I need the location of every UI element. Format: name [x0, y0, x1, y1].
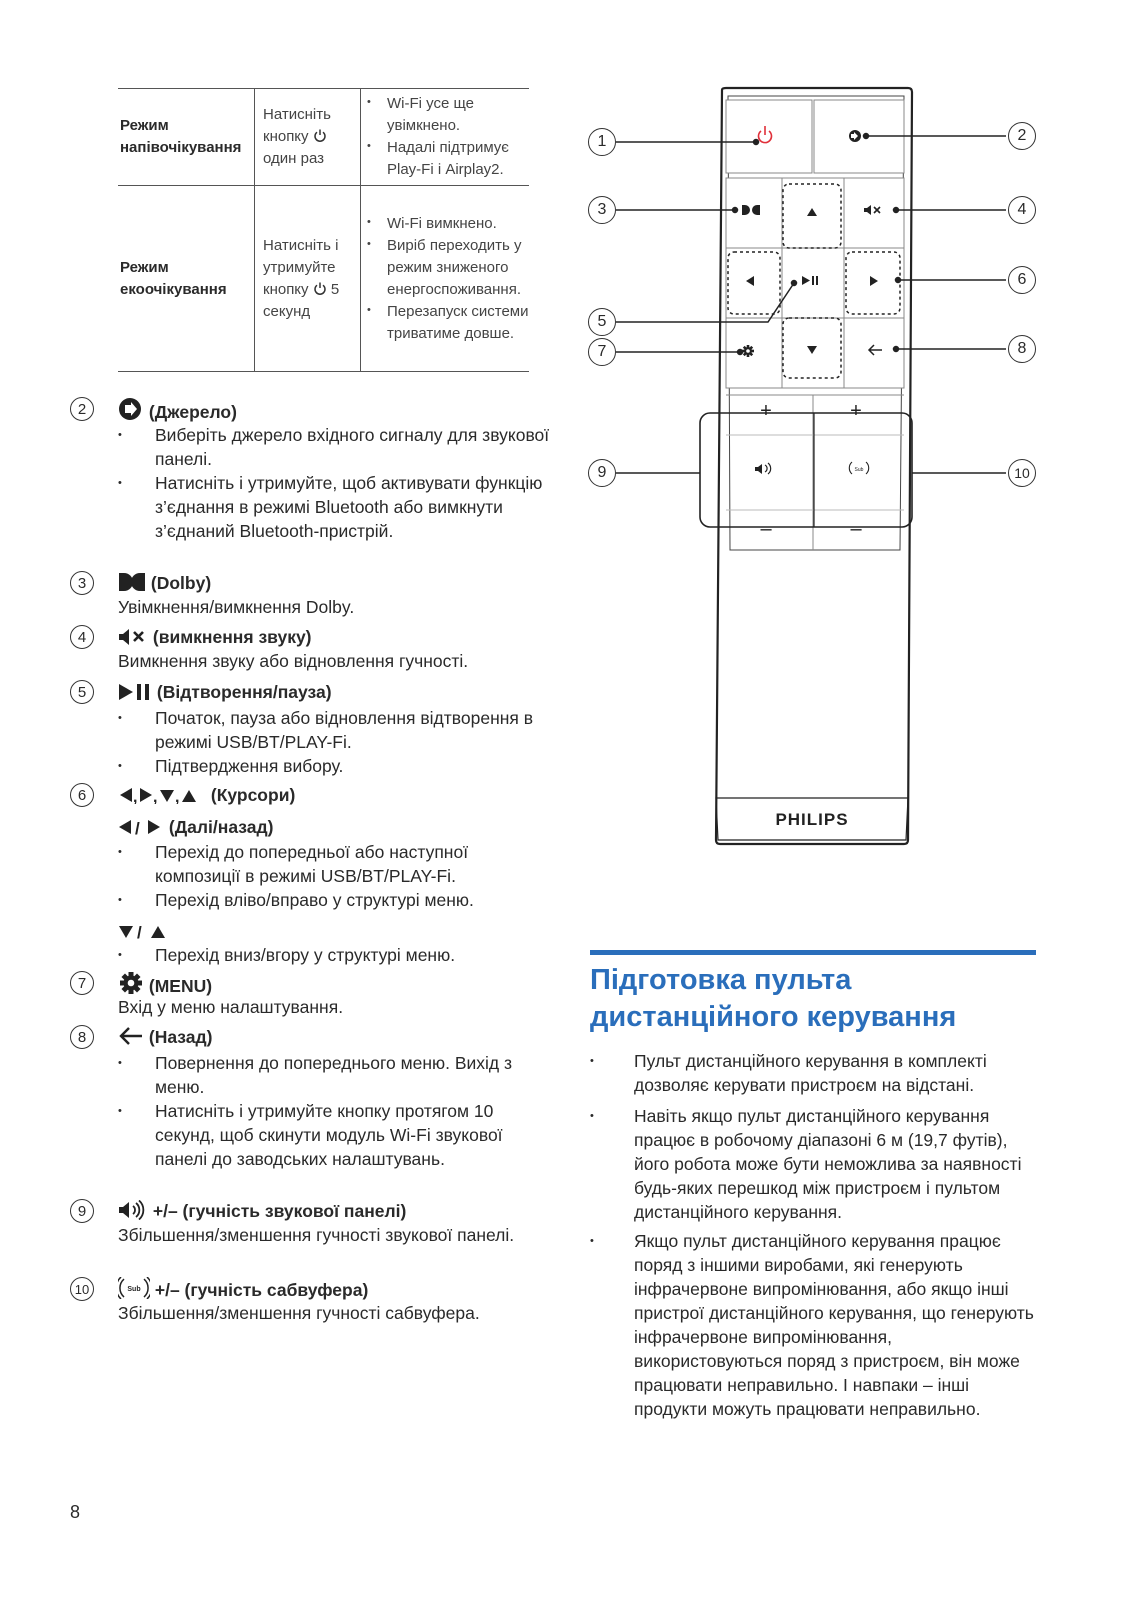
svg-text:/: /: [135, 819, 140, 836]
item-text: Увімкнення/вимкнення Dolby.: [118, 597, 355, 617]
svg-text:/: /: [137, 923, 142, 940]
list-item: • Перехід вліво/вправо у структурі меню.: [118, 888, 558, 912]
gear-icon: [742, 345, 754, 357]
item-subheading: [118, 919, 168, 943]
list-item: • Wi-Fi усе ще увімкнено.: [387, 93, 529, 137]
list-item: • Натисніть і утримуйте кнопку протягом 10 секунд, щоб скинути модуль Wi-Fi звукової панелі до заводських налаштувань.: [118, 1099, 558, 1171]
item-menu: [70, 971, 540, 1021]
list-item: • Якщо пульт дистанційного керування працює поряд з іншими виробами, які генерують інфрачервоне випромінювання, або якщо інші пристрої дистанційного керування, що генерують інфрачервоне випромінювання, використовуються поряд з пристроєм, він може працювати неправильно. І навпаки – інші продукти можуть працювати неправильно.: [590, 1229, 1036, 1421]
item-soundbar-volume: [70, 1199, 540, 1274]
item-heading: (вимкнення звуку): [118, 625, 312, 649]
table-row: [118, 186, 529, 372]
prev-next-icon: [118, 818, 164, 836]
svg-text:,: ,: [153, 789, 158, 804]
list-item: • Навіть якщо пульт дистанційного керування працює в робочому діапазоні 6 м (19,7 футів), його робота може бути неможлива за наявності будь-яких перешкод між пристроєм і пультом дистанційного керування.: [590, 1104, 1036, 1224]
item-number: 2: [70, 397, 94, 421]
item-source: [70, 397, 550, 567]
cursor-arrows-icon: [118, 786, 206, 804]
page-number: 8: [70, 1502, 81, 1522]
item-heading: (MENU): [118, 971, 212, 998]
source-icon: [849, 130, 861, 142]
list-item: • Пульт дистанційного керування в комплекті дозволяє керувати пристроєм на відстані.: [590, 1049, 1036, 1097]
dolby-icon: [118, 572, 146, 592]
item-text: Вхід у меню налаштування.: [118, 997, 344, 1017]
source-icon: [118, 397, 144, 421]
item-number: 5: [70, 680, 94, 704]
svg-text:Sub: Sub: [854, 467, 864, 473]
mode-action: Натисніть і утримуйте кнопку 5 секунд: [255, 186, 361, 372]
callout-1: 1: [588, 128, 616, 156]
item-number: 6: [70, 783, 94, 807]
callout-9: 9: [588, 459, 616, 487]
mode-details: [361, 186, 530, 372]
svg-text:Sub: Sub: [127, 1286, 141, 1293]
standby-mode-table: [118, 88, 529, 372]
item-text: Збільшення/зменшення гучності сабвуфера.: [118, 1303, 480, 1323]
subwoofer-icon: [118, 1277, 150, 1299]
svg-text:,: ,: [133, 789, 138, 804]
gear-icon: [118, 971, 144, 995]
power-icon: [313, 129, 327, 143]
list-item: • Перехід вниз/вгору у структурі меню.: [118, 943, 558, 967]
mute-icon: [118, 628, 148, 646]
item-number: 9: [70, 1199, 94, 1223]
mode-action: Натисніть кнопку один раз: [255, 89, 361, 186]
mode-name: Режим екоочікування: [118, 186, 255, 372]
remote-control-diagram: [580, 80, 1040, 860]
item-play-pause: [70, 680, 540, 780]
soundbar-vol-minus[interactable]: –: [760, 518, 772, 540]
list-item: • Перезапуск системи триватиме довше.: [387, 301, 529, 345]
item-heading: (Джерело): [118, 397, 237, 424]
menu-button[interactable]: [726, 318, 782, 388]
list-item: • Перехід до попередньої або наступної композиції в режимі USB/BT/PLAY-Fi.: [118, 840, 558, 888]
speaker-volume-icon: [118, 1200, 148, 1220]
item-back: [70, 1025, 540, 1195]
list-item: • Натисніть і утримуйте, щоб активувати функцію з’єднання в режимі Bluetooth або вимкнути з’єднаний Bluetooth-пристрій.: [118, 471, 558, 543]
down-up-icon: [118, 922, 168, 940]
item-subheading: / (Далі/назад): [118, 815, 273, 839]
item-heading: (Відтворення/пауза): [118, 680, 332, 704]
power-button[interactable]: [726, 100, 812, 173]
item-subwoofer-volume: [70, 1277, 540, 1327]
section-rule: [590, 950, 1036, 955]
item-text: Збільшення/зменшення гучності звукової панелі.: [118, 1225, 515, 1245]
callout-10: 10: [1008, 459, 1036, 487]
callout-5: 5: [588, 308, 616, 336]
item-number: 4: [70, 625, 94, 649]
list-item: • Підтвердження вибору.: [118, 754, 558, 778]
item-number: 7: [70, 971, 94, 995]
item-mute: [70, 625, 540, 675]
callout-3: 3: [588, 196, 616, 224]
callout-6: 6: [1008, 266, 1036, 294]
item-heading: , , , (Курсори): [118, 783, 295, 807]
table-row: [118, 89, 529, 186]
callout-2: 2: [1008, 122, 1036, 150]
item-heading: Sub +/– (гучність сабвуфера): [118, 1277, 368, 1302]
item-heading: (Dolby): [118, 571, 211, 595]
brand-logo: PHILIPS: [775, 810, 849, 829]
list-item: • Початок, пауза або відновлення відтворення в режимі USB/BT/PLAY-Fi.: [118, 706, 558, 754]
section-title: Підготовка пульта дистанційного керування: [590, 964, 957, 1033]
item-dolby: [70, 571, 540, 621]
item-cursors: [70, 783, 540, 973]
list-item: • Wi-Fi вимкнено.: [387, 213, 529, 235]
back-button[interactable]: [844, 318, 904, 388]
item-number: 10: [70, 1277, 94, 1301]
item-heading: (Назад): [118, 1025, 212, 1049]
list-item: • Повернення до попереднього меню. Вихід з меню.: [118, 1051, 558, 1099]
play-pause-icon: [118, 683, 152, 701]
soundbar-vol-plus[interactable]: +: [760, 400, 772, 422]
item-number: 8: [70, 1025, 94, 1049]
callout-8: 8: [1008, 335, 1036, 363]
list-item: • Виріб переходить у режим зниженого енергоспоживання.: [387, 235, 529, 301]
list-item: • Виберіть джерело вхідного сигналу для звукової панелі.: [118, 423, 558, 471]
callout-4: 4: [1008, 196, 1036, 224]
callout-7: 7: [588, 338, 616, 366]
mode-details: [361, 89, 530, 186]
sub-vol-plus[interactable]: +: [850, 400, 862, 422]
item-number: 3: [70, 571, 94, 595]
power-icon: [313, 282, 327, 296]
sub-vol-minus[interactable]: –: [850, 518, 862, 540]
item-text: Вимкнення звуку або відновлення гучності.: [118, 651, 469, 671]
svg-text:,: ,: [175, 789, 180, 804]
list-item: • Надалі підтримує Play-Fi і Airplay2.: [387, 137, 529, 181]
mode-name: Режим напівочікування: [118, 89, 255, 186]
item-heading: +/– (гучність звукової панелі): [118, 1199, 406, 1223]
back-arrow-icon: [118, 1026, 144, 1046]
